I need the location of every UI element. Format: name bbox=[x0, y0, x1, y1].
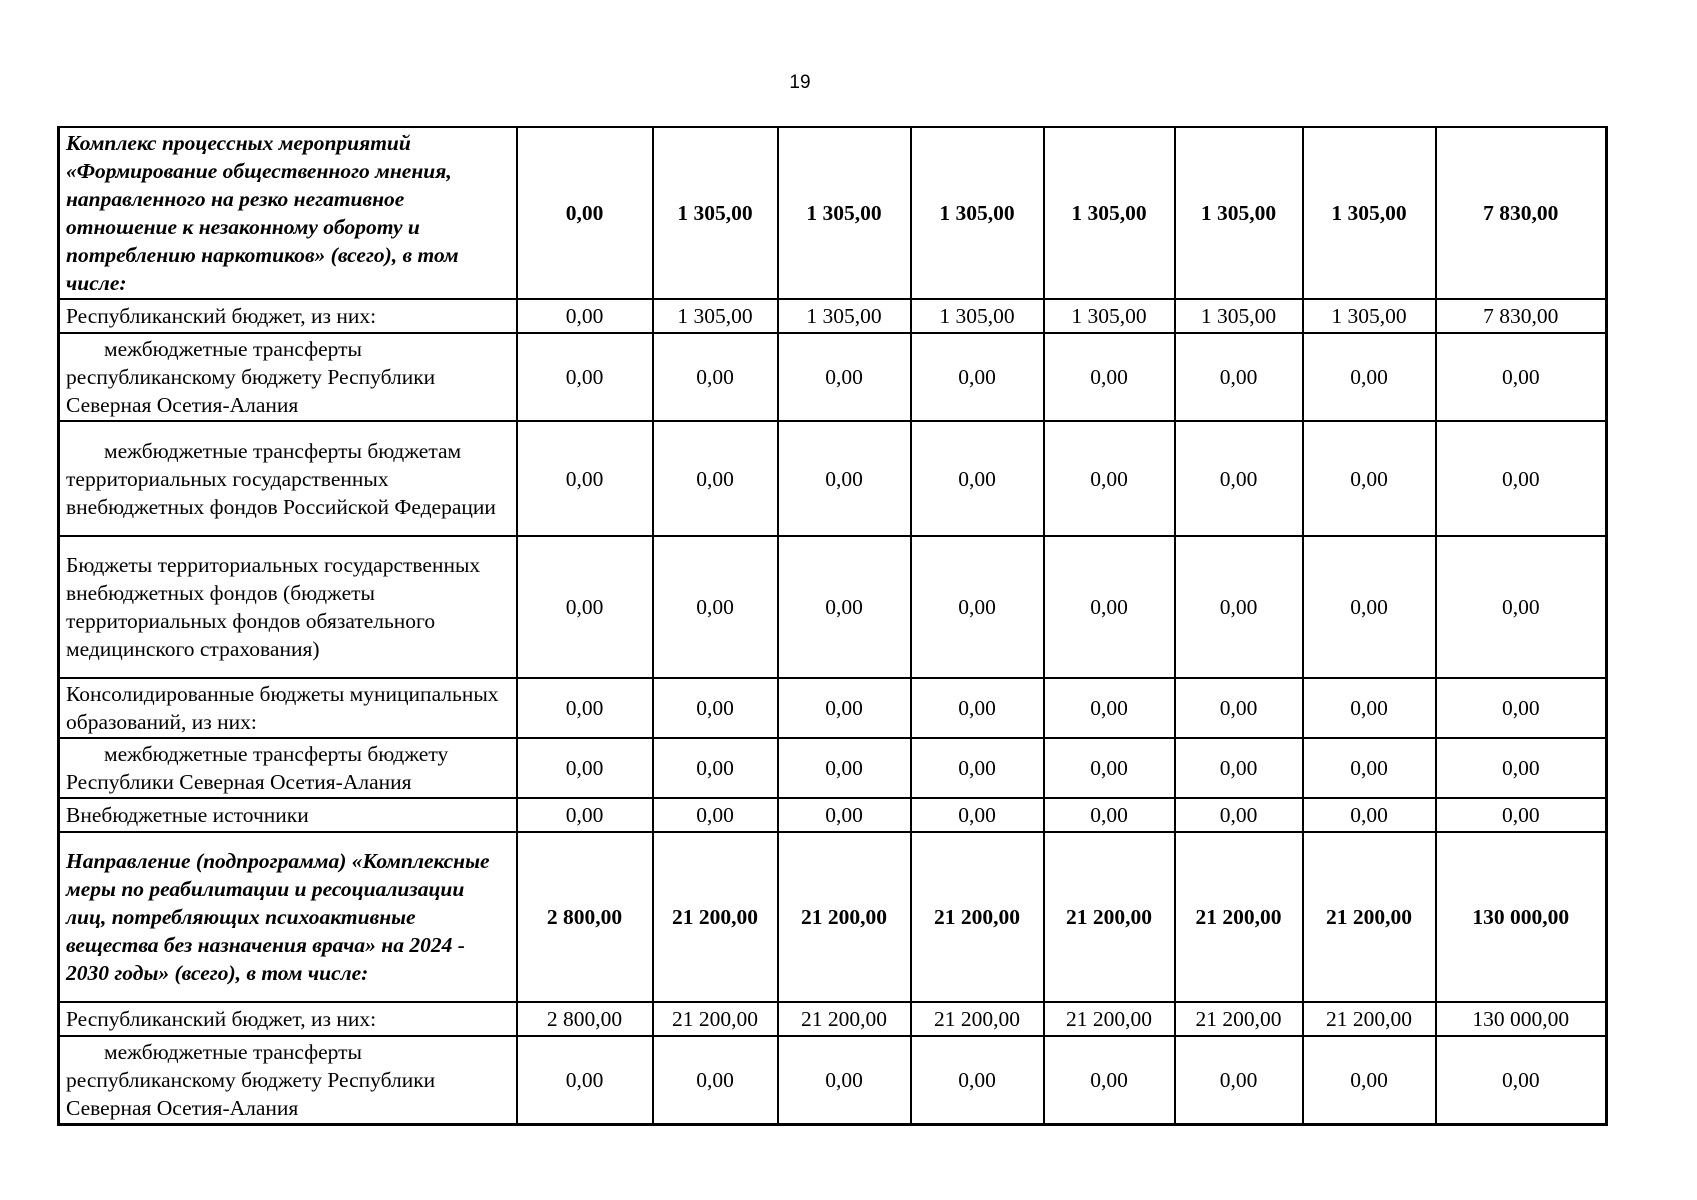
value-cell: 1 305,00 bbox=[778, 127, 911, 299]
value-cell: 21 200,00 bbox=[911, 832, 1044, 1002]
value-cell: 0,00 bbox=[1303, 738, 1436, 798]
total-cell: 7 830,00 bbox=[1436, 127, 1607, 299]
value-cell: 0,00 bbox=[911, 536, 1044, 678]
table-row bbox=[59, 798, 1607, 832]
value-cell: 1 305,00 bbox=[778, 299, 911, 333]
value-cell: 0,00 bbox=[911, 421, 1044, 536]
value-cell: 1 305,00 bbox=[653, 127, 778, 299]
row-label: Республиканский бюджет, из них: bbox=[59, 299, 517, 333]
value-cell: 0,00 bbox=[653, 678, 778, 738]
budget-table-body bbox=[59, 127, 1607, 1125]
value-cell: 0,00 bbox=[778, 421, 911, 536]
row-label: Бюджеты территориальных государственных внебюджетных фондов (бюджеты территориальных фондов обязательного медицинского страхования) bbox=[59, 536, 517, 678]
value-cell: 0,00 bbox=[517, 1036, 653, 1125]
value-cell: 0,00 bbox=[517, 798, 653, 832]
value-cell: 21 200,00 bbox=[1175, 832, 1303, 1002]
table-row bbox=[59, 678, 1607, 738]
value-cell: 0,00 bbox=[911, 798, 1044, 832]
total-cell: 0,00 bbox=[1436, 798, 1607, 832]
value-cell: 0,00 bbox=[517, 536, 653, 678]
table-row bbox=[59, 738, 1607, 798]
value-cell: 0,00 bbox=[778, 536, 911, 678]
value-cell: 0,00 bbox=[517, 678, 653, 738]
value-cell: 0,00 bbox=[1175, 421, 1303, 536]
total-cell: 0,00 bbox=[1436, 738, 1607, 798]
value-cell: 0,00 bbox=[1044, 738, 1175, 798]
value-cell: 0,00 bbox=[517, 738, 653, 798]
value-cell: 0,00 bbox=[517, 299, 653, 333]
value-cell: 21 200,00 bbox=[653, 832, 778, 1002]
table-row bbox=[59, 1002, 1607, 1036]
value-cell: 1 305,00 bbox=[1303, 127, 1436, 299]
row-label: Республиканский бюджет, из них: bbox=[59, 1002, 517, 1036]
value-cell: 0,00 bbox=[653, 536, 778, 678]
value-cell: 0,00 bbox=[1303, 333, 1436, 421]
value-cell: 0,00 bbox=[911, 678, 1044, 738]
total-cell: 0,00 bbox=[1436, 678, 1607, 738]
value-cell: 1 305,00 bbox=[911, 299, 1044, 333]
value-cell: 21 200,00 bbox=[1303, 832, 1436, 1002]
value-cell: 0,00 bbox=[778, 333, 911, 421]
table-row bbox=[59, 421, 1607, 536]
value-cell: 0,00 bbox=[1044, 421, 1175, 536]
table-row bbox=[59, 333, 1607, 421]
table-row bbox=[59, 299, 1607, 333]
value-cell: 2 800,00 bbox=[517, 1002, 653, 1036]
value-cell: 21 200,00 bbox=[1175, 1002, 1303, 1036]
value-cell: 1 305,00 bbox=[911, 127, 1044, 299]
value-cell: 0,00 bbox=[653, 333, 778, 421]
value-cell: 0,00 bbox=[517, 421, 653, 536]
row-label: Комплекс процессных мероприятий «Формирование общественного мнения, направленного на резко негативное отношение к незаконному обороту и потреблению наркотиков» (всего), в том числе: bbox=[59, 127, 517, 299]
value-cell: 0,00 bbox=[911, 1036, 1044, 1125]
row-label: межбюджетные трансферты бюджетам территориальных государственных внебюджетных фондов Российской Федерации bbox=[59, 421, 517, 536]
value-cell: 21 200,00 bbox=[1303, 1002, 1436, 1036]
value-cell: 1 305,00 bbox=[1175, 127, 1303, 299]
value-cell: 0,00 bbox=[1044, 798, 1175, 832]
value-cell: 0,00 bbox=[1303, 421, 1436, 536]
value-cell: 21 200,00 bbox=[1044, 832, 1175, 1002]
value-cell: 0,00 bbox=[1044, 1036, 1175, 1125]
table-row bbox=[59, 832, 1607, 1002]
value-cell: 0,00 bbox=[1303, 798, 1436, 832]
value-cell: 0,00 bbox=[1175, 333, 1303, 421]
value-cell: 0,00 bbox=[1044, 333, 1175, 421]
table-row bbox=[59, 1036, 1607, 1125]
value-cell: 0,00 bbox=[1175, 738, 1303, 798]
total-cell: 0,00 bbox=[1436, 536, 1607, 678]
value-cell: 0,00 bbox=[653, 798, 778, 832]
value-cell: 21 200,00 bbox=[778, 832, 911, 1002]
value-cell: 0,00 bbox=[778, 798, 911, 832]
row-label: межбюджетные трансферты республиканскому бюджету Республики Северная Осетия-Алания bbox=[59, 333, 517, 421]
value-cell: 0,00 bbox=[517, 333, 653, 421]
value-cell: 0,00 bbox=[778, 678, 911, 738]
value-cell: 21 200,00 bbox=[1044, 1002, 1175, 1036]
total-cell: 0,00 bbox=[1436, 421, 1607, 536]
total-cell: 130 000,00 bbox=[1436, 832, 1607, 1002]
value-cell: 21 200,00 bbox=[778, 1002, 911, 1036]
table-row bbox=[59, 127, 1607, 299]
value-cell: 1 305,00 bbox=[653, 299, 778, 333]
value-cell: 0,00 bbox=[1175, 798, 1303, 832]
value-cell: 0,00 bbox=[911, 738, 1044, 798]
value-cell: 0,00 bbox=[1044, 678, 1175, 738]
value-cell: 2 800,00 bbox=[517, 832, 653, 1002]
value-cell: 0,00 bbox=[653, 421, 778, 536]
value-cell: 0,00 bbox=[1303, 1036, 1436, 1125]
row-label: Консолидированные бюджеты муниципальных образований, из них: bbox=[59, 678, 517, 738]
value-cell: 0,00 bbox=[911, 333, 1044, 421]
value-cell: 0,00 bbox=[1044, 536, 1175, 678]
value-cell: 1 305,00 bbox=[1044, 299, 1175, 333]
row-label: Внебюджетные источники bbox=[59, 798, 517, 832]
value-cell: 0,00 bbox=[653, 738, 778, 798]
total-cell: 0,00 bbox=[1436, 1036, 1607, 1125]
value-cell: 21 200,00 bbox=[653, 1002, 778, 1036]
value-cell: 0,00 bbox=[1175, 1036, 1303, 1125]
value-cell: 0,00 bbox=[1303, 678, 1436, 738]
value-cell: 0,00 bbox=[1303, 536, 1436, 678]
total-cell: 7 830,00 bbox=[1436, 299, 1607, 333]
total-cell: 130 000,00 bbox=[1436, 1002, 1607, 1036]
value-cell: 0,00 bbox=[1175, 536, 1303, 678]
total-cell: 0,00 bbox=[1436, 333, 1607, 421]
table-row bbox=[59, 536, 1607, 678]
value-cell: 0,00 bbox=[778, 738, 911, 798]
value-cell: 0,00 bbox=[1175, 678, 1303, 738]
value-cell: 1 305,00 bbox=[1175, 299, 1303, 333]
row-label: межбюджетные трансферты республиканскому бюджету Республики Северная Осетия-Алания bbox=[59, 1036, 517, 1125]
value-cell: 0,00 bbox=[517, 127, 653, 299]
value-cell: 0,00 bbox=[778, 1036, 911, 1125]
value-cell: 1 305,00 bbox=[1044, 127, 1175, 299]
value-cell: 0,00 bbox=[653, 1036, 778, 1125]
value-cell: 21 200,00 bbox=[911, 1002, 1044, 1036]
row-label: межбюджетные трансферты бюджету Республики Северная Осетия-Алания bbox=[59, 738, 517, 798]
page-number: 19 bbox=[789, 72, 811, 93]
budget-table bbox=[57, 126, 1608, 1126]
value-cell: 1 305,00 bbox=[1303, 299, 1436, 333]
row-label: Направление (подпрограмма) «Комплексные меры по реабилитации и ресоциализации лиц, потребляющих психоактивные вещества без назначения врача» на 2024 - 2030 годы» (всего), в том числе: bbox=[59, 832, 517, 1002]
